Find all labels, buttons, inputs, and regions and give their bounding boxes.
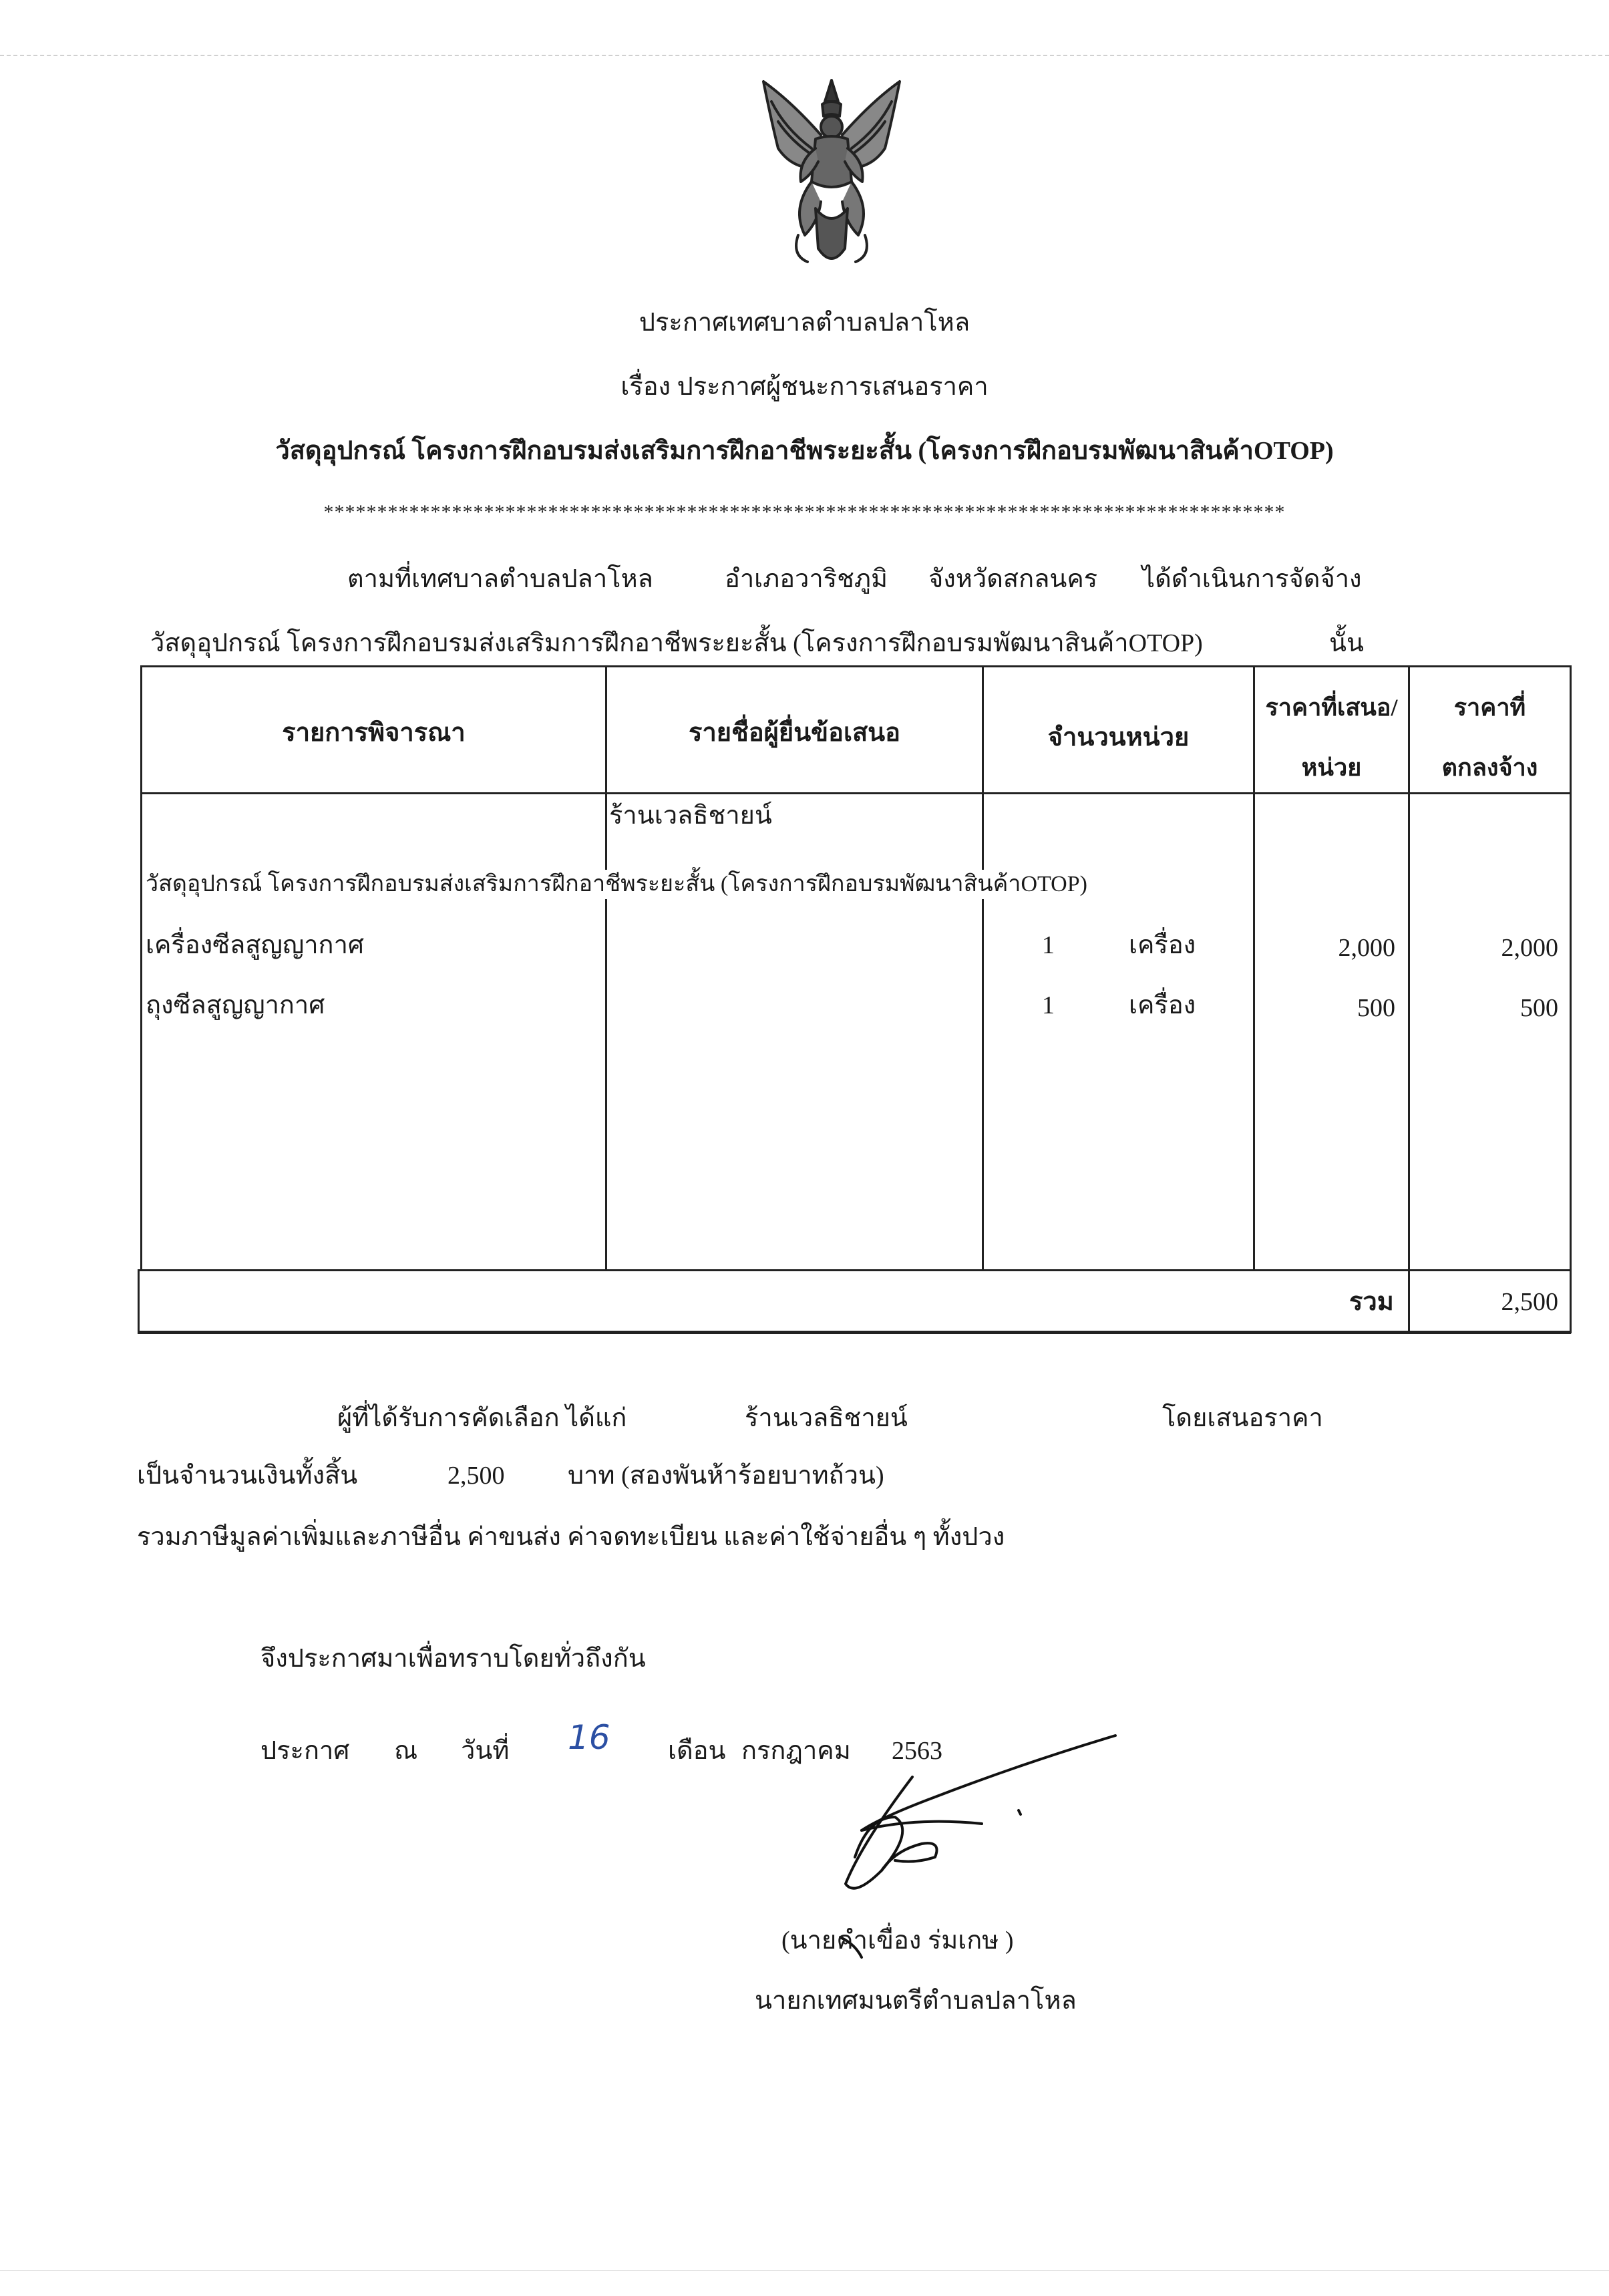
row-2-price: 500	[1357, 994, 1395, 1022]
date-at: ณ	[394, 1737, 418, 1765]
offer-label: โดยเสนอราคา	[1162, 1404, 1323, 1432]
header-price-line1: ราคาที่เสนอ/	[1265, 694, 1398, 721]
total-label: รวม	[1349, 1288, 1394, 1316]
row-1-agreed: 2,000	[1501, 934, 1558, 962]
project-title: วัสดุอุปกรณ์ โครงการฝึกอบรมส่งเสริมการฝึกอาชีพระยะสั้น (โครงการฝึกอบรมพัฒนาสินค้าOTOP)	[275, 437, 1334, 465]
header-price-line2: หน่วย	[1301, 754, 1362, 781]
header-units: จำนวนหน่วย	[1047, 723, 1190, 752]
signatory-name: (นายคำเขื่อง ร่มเกษ )	[781, 1927, 1014, 1955]
intro-action: ได้ดำเนินการจัดจ้าง	[1142, 565, 1362, 593]
winner-name: ร้านเวลธิชายน์	[745, 1404, 908, 1432]
garuda-emblem-icon	[751, 75, 912, 275]
row-1-unit: เครื่อง	[1129, 931, 1196, 959]
header-agreed-line1: ราคาที่	[1453, 694, 1526, 721]
header-item: รายการพิจารณา	[282, 719, 466, 747]
row-2-qty: 1	[1042, 991, 1055, 1019]
scan-artifact-line	[0, 2270, 1609, 2271]
date-month: กรกฎาคม	[741, 1737, 851, 1765]
bidder-name-cell: ร้านเวลธิชายน์	[609, 802, 772, 830]
row-2-item: ถุงซีลสูญญากาศ	[146, 991, 325, 1019]
subject-line: เรื่อง ประกาศผู้ชนะการเสนอราคา	[620, 373, 989, 401]
agency-title: ประกาศเทศบาลตำบลปลาโหล	[639, 309, 970, 337]
signatory-title: นายกเทศมนตรีตำบลปลาโหล	[755, 1987, 1077, 2015]
announce-line: จึงประกาศมาเพื่อทราบโดยทั่วถึงกัน	[260, 1645, 646, 1673]
amount-label: เป็นจำนวนเงินทั้งสิ้น	[137, 1462, 358, 1490]
date-day-label: วันที่	[461, 1737, 510, 1765]
header-agreed-line2: ตกลงจ้าง	[1441, 754, 1538, 781]
scan-artifact-line	[0, 55, 1609, 56]
date-year: 2563	[892, 1737, 942, 1765]
winner-label: ผู้ที่ได้รับการคัดเลือก ได้แก่	[337, 1404, 627, 1432]
row-2-agreed: 500	[1520, 994, 1558, 1022]
row-1-qty: 1	[1042, 931, 1055, 959]
header-bidder: รายชื่อผู้ยื่นข้อเสนอ	[689, 719, 900, 747]
tax-note: รวมภาษีมูลค่าเพิ่มและภาษีอื่น ค่าขนส่ง ค่าจดทะเบียน และค่าใช้จ่ายอื่น ๆ ทั้งปวง	[137, 1523, 1005, 1551]
amount-value: 2,500	[448, 1462, 505, 1490]
date-day-handwritten: 16	[568, 1718, 610, 1757]
intro-project: วัสดุอุปกรณ์ โครงการฝึกอบรมส่งเสริมการฝึกอาชีพระยะสั้น (โครงการฝึกอบรมพัฒนาสินค้าOTOP)	[150, 629, 1203, 657]
project-row: วัสดุอุปกรณ์ โครงการฝึกอบรมส่งเสริมการฝึกอาชีพระยะสั้น (โครงการฝึกอบรมพัฒนาสินค้าOTOP)	[146, 870, 1087, 899]
total-value: 2,500	[1501, 1288, 1558, 1316]
row-1-item: เครื่องซีลสูญญากาศ	[146, 931, 365, 959]
amount-words: บาท (สองพันห้าร้อยบาทถ้วน)	[568, 1462, 884, 1490]
intro-municipality: ตามที่เทศบาลตำบลปลาโหล	[347, 565, 653, 593]
intro-end: นั้น	[1329, 629, 1364, 657]
date-prefix: ประกาศ	[260, 1737, 350, 1765]
intro-district: อำเภอวาริชภูมิ	[725, 565, 888, 593]
row-2-unit: เครื่อง	[1129, 991, 1196, 1019]
date-month-label: เดือน	[668, 1737, 726, 1765]
separator-stars: ******************************************************************************************	[323, 501, 1286, 523]
row-1-price: 2,000	[1338, 934, 1395, 962]
intro-province: จังหวัดสกลนคร	[928, 565, 1098, 593]
